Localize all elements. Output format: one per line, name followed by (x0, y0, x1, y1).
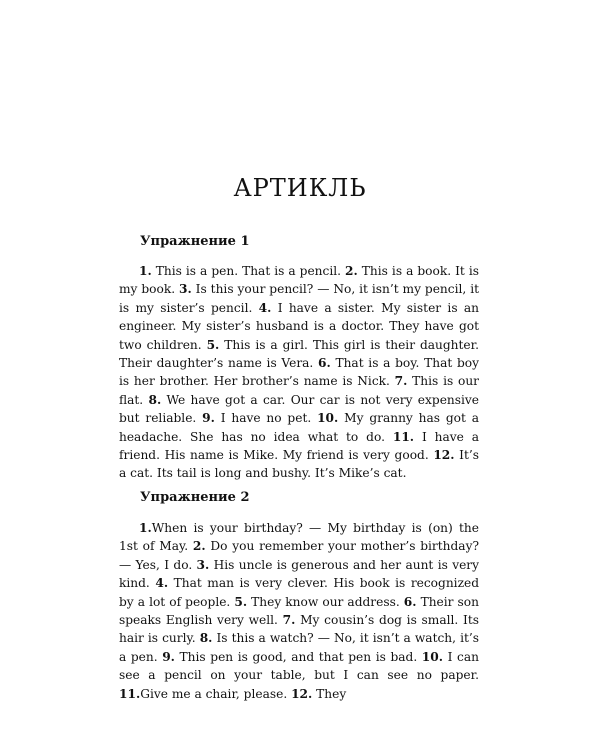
sentence-text: It’s a cat. Its tail is long and bushy. It’s Mike’s cat. (119, 448, 479, 481)
sentence-number: 1. (139, 264, 152, 278)
sentence-number: 7. (282, 613, 296, 628)
sentence-number: 9. (202, 411, 215, 426)
sentence-number: 10. (421, 649, 444, 664)
sentence-number: 3. (196, 557, 210, 572)
sentence-text: This is our flat. (119, 374, 479, 407)
sentence-text: They know our address. (247, 594, 404, 609)
sentence-number: 8. (199, 631, 213, 646)
sentence-number: 4. (258, 300, 272, 315)
sentence-text: Is this your pencil? — No, it isn’t my pencil, it is my sister’s pencil. (119, 282, 479, 315)
sentence-text: I can see a pencil on your table, but I can see no paper. (119, 649, 479, 683)
sentence-text: This pen is good, and that pen is bad. (174, 649, 422, 664)
sentence-text: My granny has got a headache. She has no idea what to do. (119, 411, 479, 444)
sentence-text: My cousin’s dog is small. Its hair is curly. (119, 613, 479, 646)
sentence-number: 12. (433, 448, 455, 463)
sentence-number: 8. (148, 392, 162, 407)
sentence-number: 9. (162, 649, 175, 664)
sentence-text: This is a girl. This girl is their daughter. Their daughter’s name is Vera. (119, 337, 480, 371)
sentence-number: 3. (179, 282, 192, 297)
sentence-number: 11. (392, 429, 415, 444)
sentence-number: 5. (234, 594, 248, 609)
sentence-number: 4. (155, 576, 169, 591)
exercise-1-heading: Упражнение 1 (140, 234, 250, 249)
sentence-number: 6. (403, 594, 417, 609)
sentence-text: We have got a car. Our car is not very expensive but reliable. (119, 392, 479, 426)
sentence-text: That is a boy. That boy is her brother. Her brother’s name is Nick. (119, 356, 479, 389)
sentence-text: This is a pen. That is a pencil. (151, 264, 346, 278)
sentence-text: Give me a chair, please. (140, 686, 292, 701)
sentence-number: 11. (119, 686, 141, 701)
sentence-text: They (312, 686, 347, 701)
sentence-number: 12. (291, 686, 313, 701)
exercise-1-text (119, 262, 479, 483)
sentence-text: When is your birthday? — My birthday is (on) the 1st of May. (119, 521, 479, 554)
sentence-number: 7. (394, 374, 408, 389)
sentence-number: 5. (206, 337, 220, 352)
sentence-text: Is this a watch? — No, it isn’t a watch, it’s a pen. (119, 631, 479, 664)
sentence-number: 2. (192, 539, 206, 554)
sentence-text: This is a book. It is my book. (119, 264, 479, 297)
exercise-2-text (119, 519, 479, 703)
sentence-text: That man is very clever. His book is recognized by a lot of people. (119, 576, 479, 609)
sentence-text: I have a sister. My sister is an engineer. My sister’s husband is a doctor. They have got two children. (119, 300, 479, 352)
sentence-number: 10. (317, 411, 339, 426)
sentence-number: 1. (139, 521, 152, 535)
sentence-text: Do you remember your mother’s birthday? — Yes, I do. (119, 539, 479, 572)
sentence-text: His uncle is generous and her aunt is very kind. (119, 557, 480, 591)
sentence-number: 2. (345, 264, 358, 278)
sentence-number: 6. (318, 356, 331, 371)
sentence-text: Their son speaks English very well. (119, 594, 479, 628)
chapter-title: АРТИКЛЬ (233, 174, 367, 202)
exercise-2-heading: Упражнение 2 (140, 490, 250, 505)
sentence-text: I have a friend. His name is Mike. My friend is very good. (119, 429, 479, 463)
sentence-text: I have no pet. (214, 411, 318, 426)
